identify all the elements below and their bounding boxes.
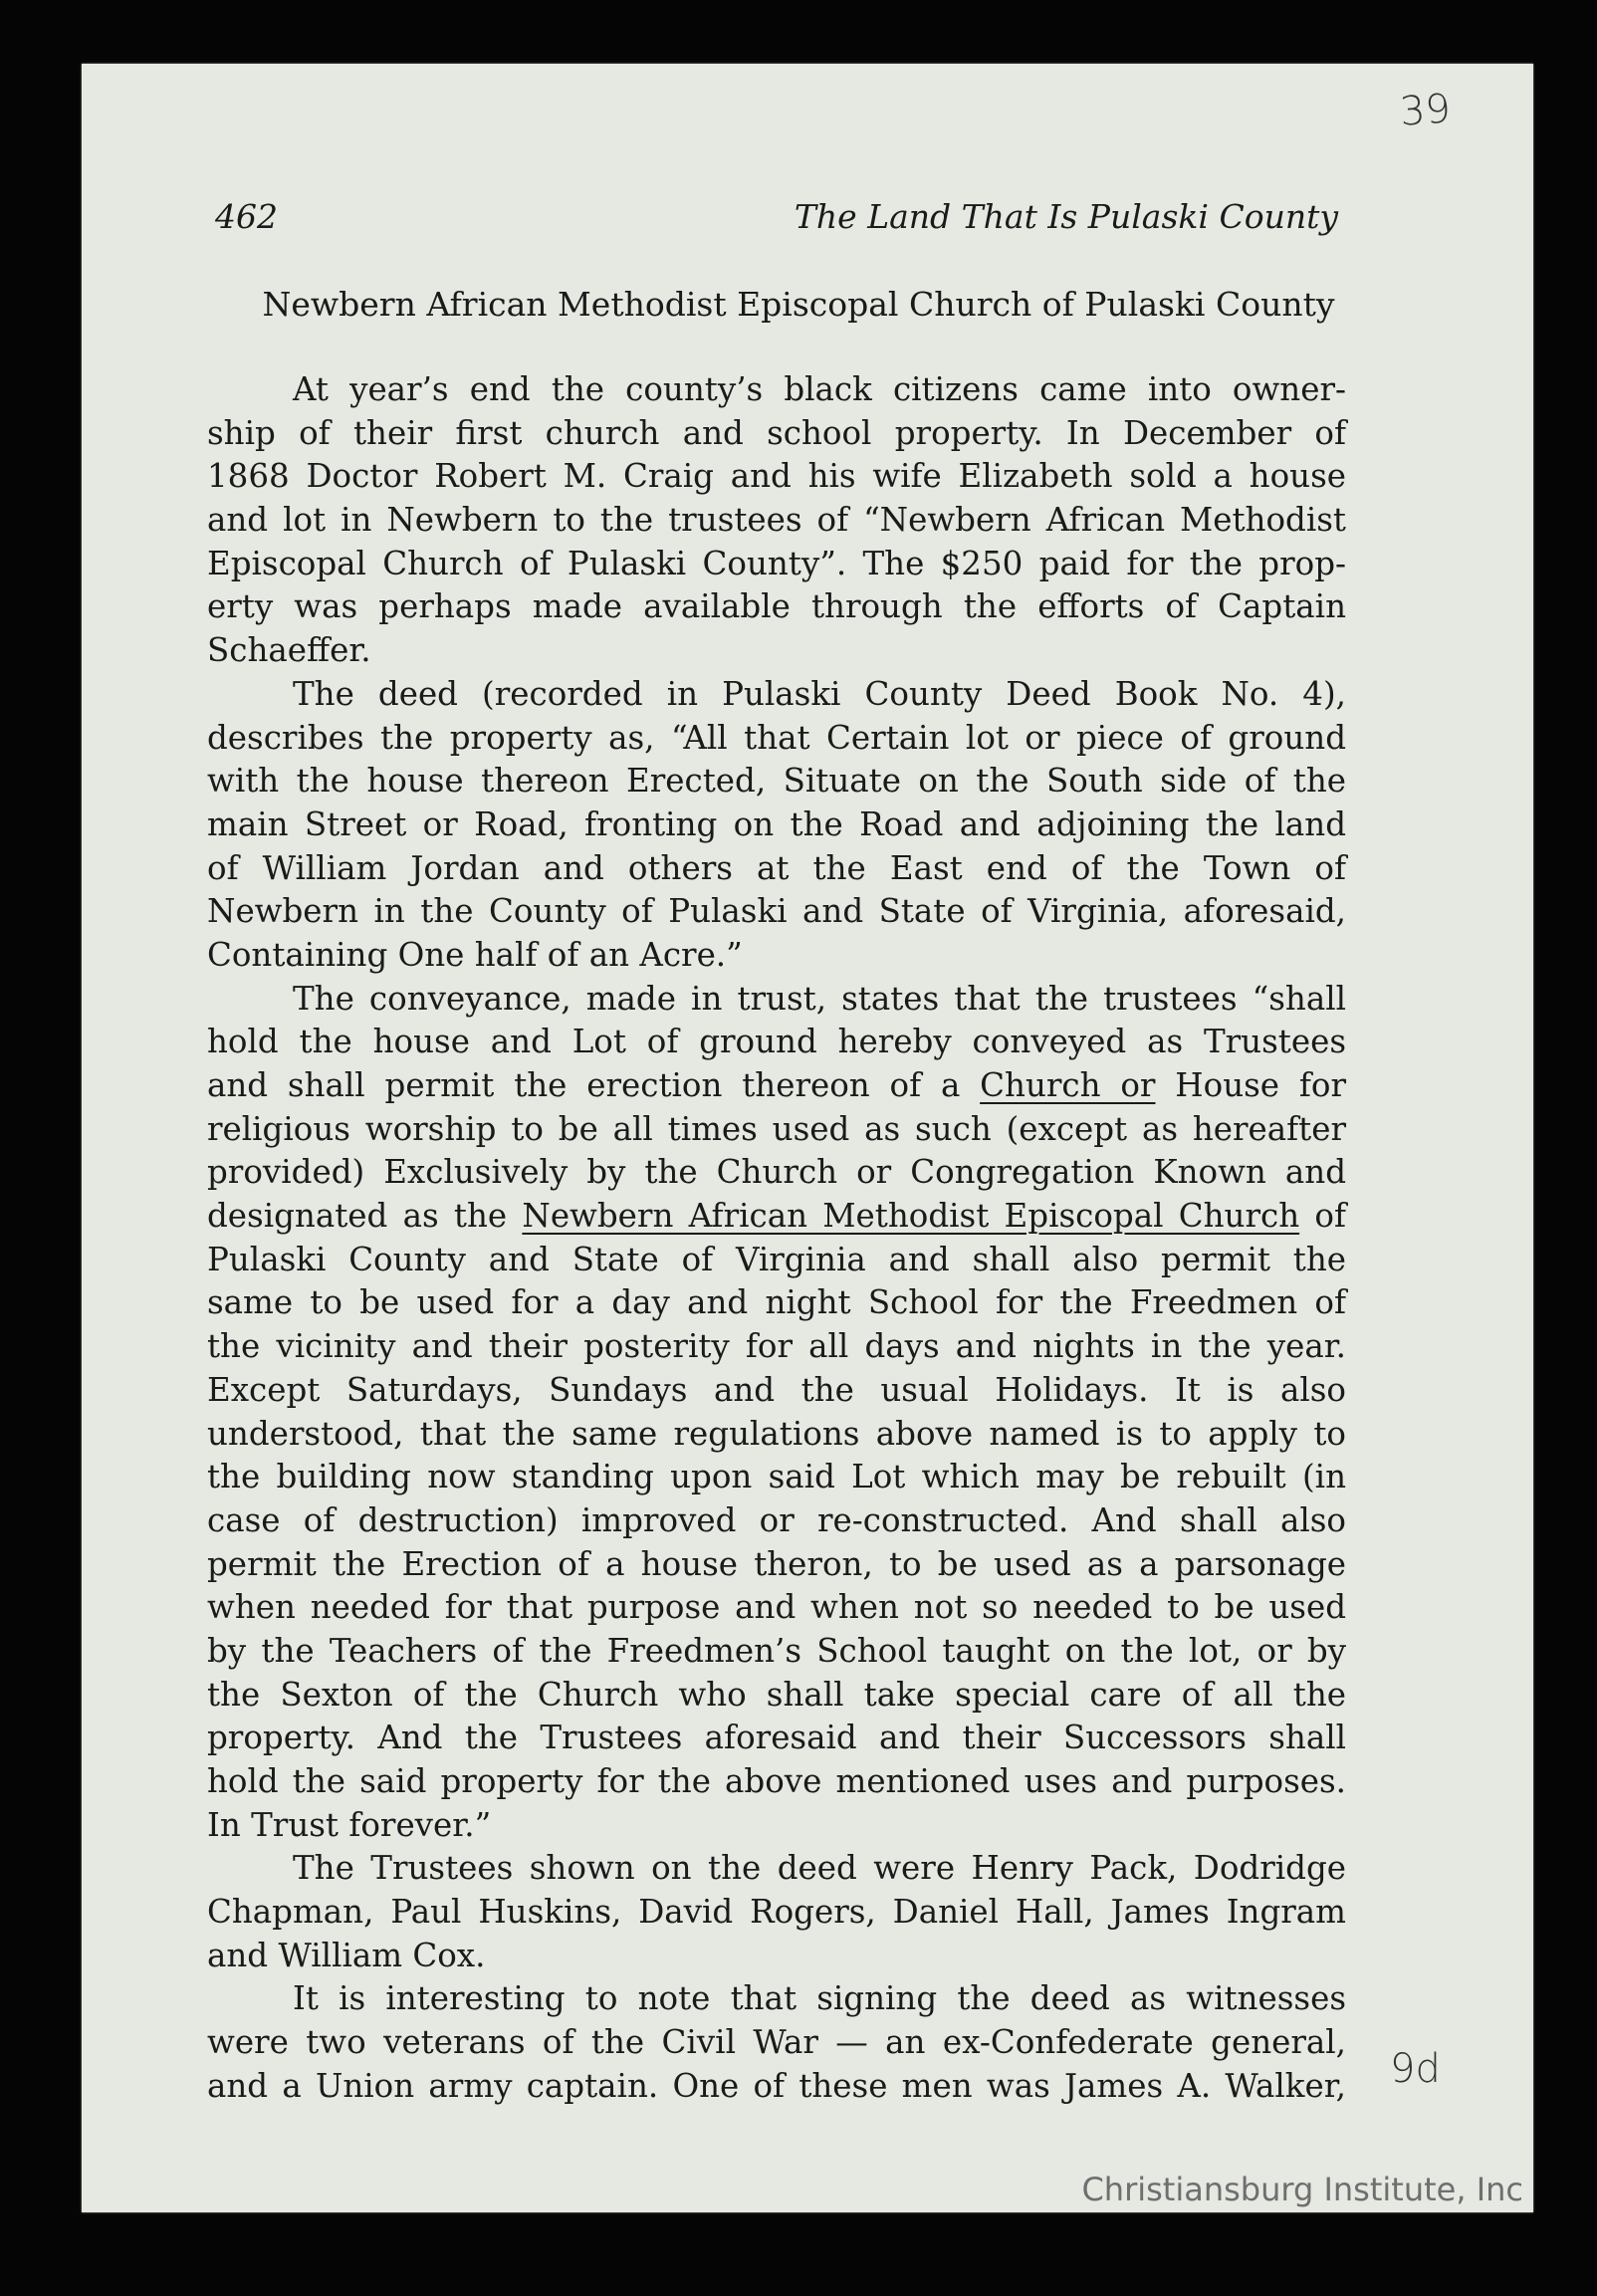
running-head: The Land That Is Pulaski County [794,197,1338,236]
text-line: In Trust forever.” [207,1805,492,1844]
text-line: Chapman, Paul Huskins, David Rogers, Daniel Hall, James Ingram [207,1893,1346,1932]
text-line: erty was perhaps made available through the efforts of Captain [207,587,1346,626]
text-line: hold the house and Lot of ground hereby conveyed as Trustees [207,1023,1346,1061]
text-line: The conveyance, made in trust, states that the trustees “shall [293,979,1346,1018]
text-line: 1868 Doctor Robert M. Craig and his wife Elizabeth sold a house [207,457,1346,496]
text-line: when needed for that purpose and when not so needed to be used [207,1588,1346,1627]
text-line [207,1064,1346,1108]
handwritten-note-bottom: 9d [1390,2046,1441,2092]
text-line: were two veterans of the Civil War — an ex-Confederate general, [207,2023,1346,2062]
text-line: case of destruction) improved or re-constructed. And shall also [207,1500,1346,1539]
underlined-text: Church or [980,1066,1156,1104]
text-line: by the Teachers of the Freedmen’s School taught on the lot, or by [207,1631,1346,1670]
text-line: Containing One half of an Acre.” [207,935,743,974]
text-line: same to be used for a day and night School for the Freedmen of [207,1283,1346,1322]
text-line: the vicinity and their posterity for all days and nights in the year. [207,1327,1346,1366]
text-line: The Trustees shown on the deed were Henry Pack, Dodridge [293,1849,1346,1888]
text-line: the Sexton of the Church who shall take special care of all the [207,1675,1346,1714]
text-line: provided) Exclusively by the Church or Congregation Known and [207,1153,1346,1192]
text-segment: and shall permit the erection thereon of a [207,1066,981,1104]
handwritten-note-top: 39 [1398,86,1453,135]
page-number: 462 [215,197,278,236]
text-line: understood, that the same regulations above named is to apply to [207,1414,1346,1453]
text-line [207,1195,1346,1239]
text-line: main Street or Road, fronting on the Road and adjoining the land [207,804,1346,843]
text-line: Newbern in the County of Pulaski and State of Virginia, aforesaid, [207,892,1346,931]
section-title: Newbern African Methodist Episcopal Church of Pulaski County [262,285,1335,324]
text-line: permit the Erection of a house theron, to be used as a parsonage [207,1544,1346,1583]
text-segment: of [1299,1197,1346,1236]
text-line: It is interesting to note that signing the deed as witnesses [293,1979,1346,2018]
watermark: Christiansburg Institute, Inc [1081,2171,1523,2208]
text-line: of William Jordan and others at the East end of the Town of [207,848,1346,887]
text-line: hold the said property for the above mentioned uses and purposes. [207,1762,1346,1800]
text-line: the building now standing upon said Lot which may be rebuilt (in [207,1458,1346,1496]
text-line: Pulaski County and State of Virginia and shall also permit the [207,1240,1346,1278]
underlined-text: Newbern African Methodist Episcopal Church [522,1197,1300,1236]
text-line: At year’s end the county’s black citizens came into owner- [293,370,1346,408]
text-line: Schaeffer. [207,631,371,670]
text-line: describes the property as, “All that Certain lot or piece of ground [207,718,1346,757]
text-line: and lot in Newbern to the trustees of “Newbern African Methodist [207,501,1346,540]
text-line: and William Cox. [207,1936,486,1974]
text-line: ship of their first church and school property. In December of [207,413,1346,452]
text-line: property. And the Trustees aforesaid and their Successors shall [207,1719,1346,1757]
text-line: with the house thereon Erected, Situate on the South side of the [207,762,1346,801]
text-segment: designated as the [207,1197,523,1236]
text-line: religious worship to be all times used as such (except as hereafter [207,1109,1346,1148]
body-text [207,368,1346,2109]
text-line: Episcopal Church of Pulaski County”. The $250 paid for the prop- [207,544,1346,582]
text-line: and a Union army captain. One of these men was James A. Walker, [207,2066,1346,2105]
text-segment: House for [1155,1066,1346,1104]
text-line: Except Saturdays, Sundays and the usual Holidays. It is also [207,1370,1346,1409]
text-line: The deed (recorded in Pulaski County Deed Book No. 4), [293,674,1346,713]
